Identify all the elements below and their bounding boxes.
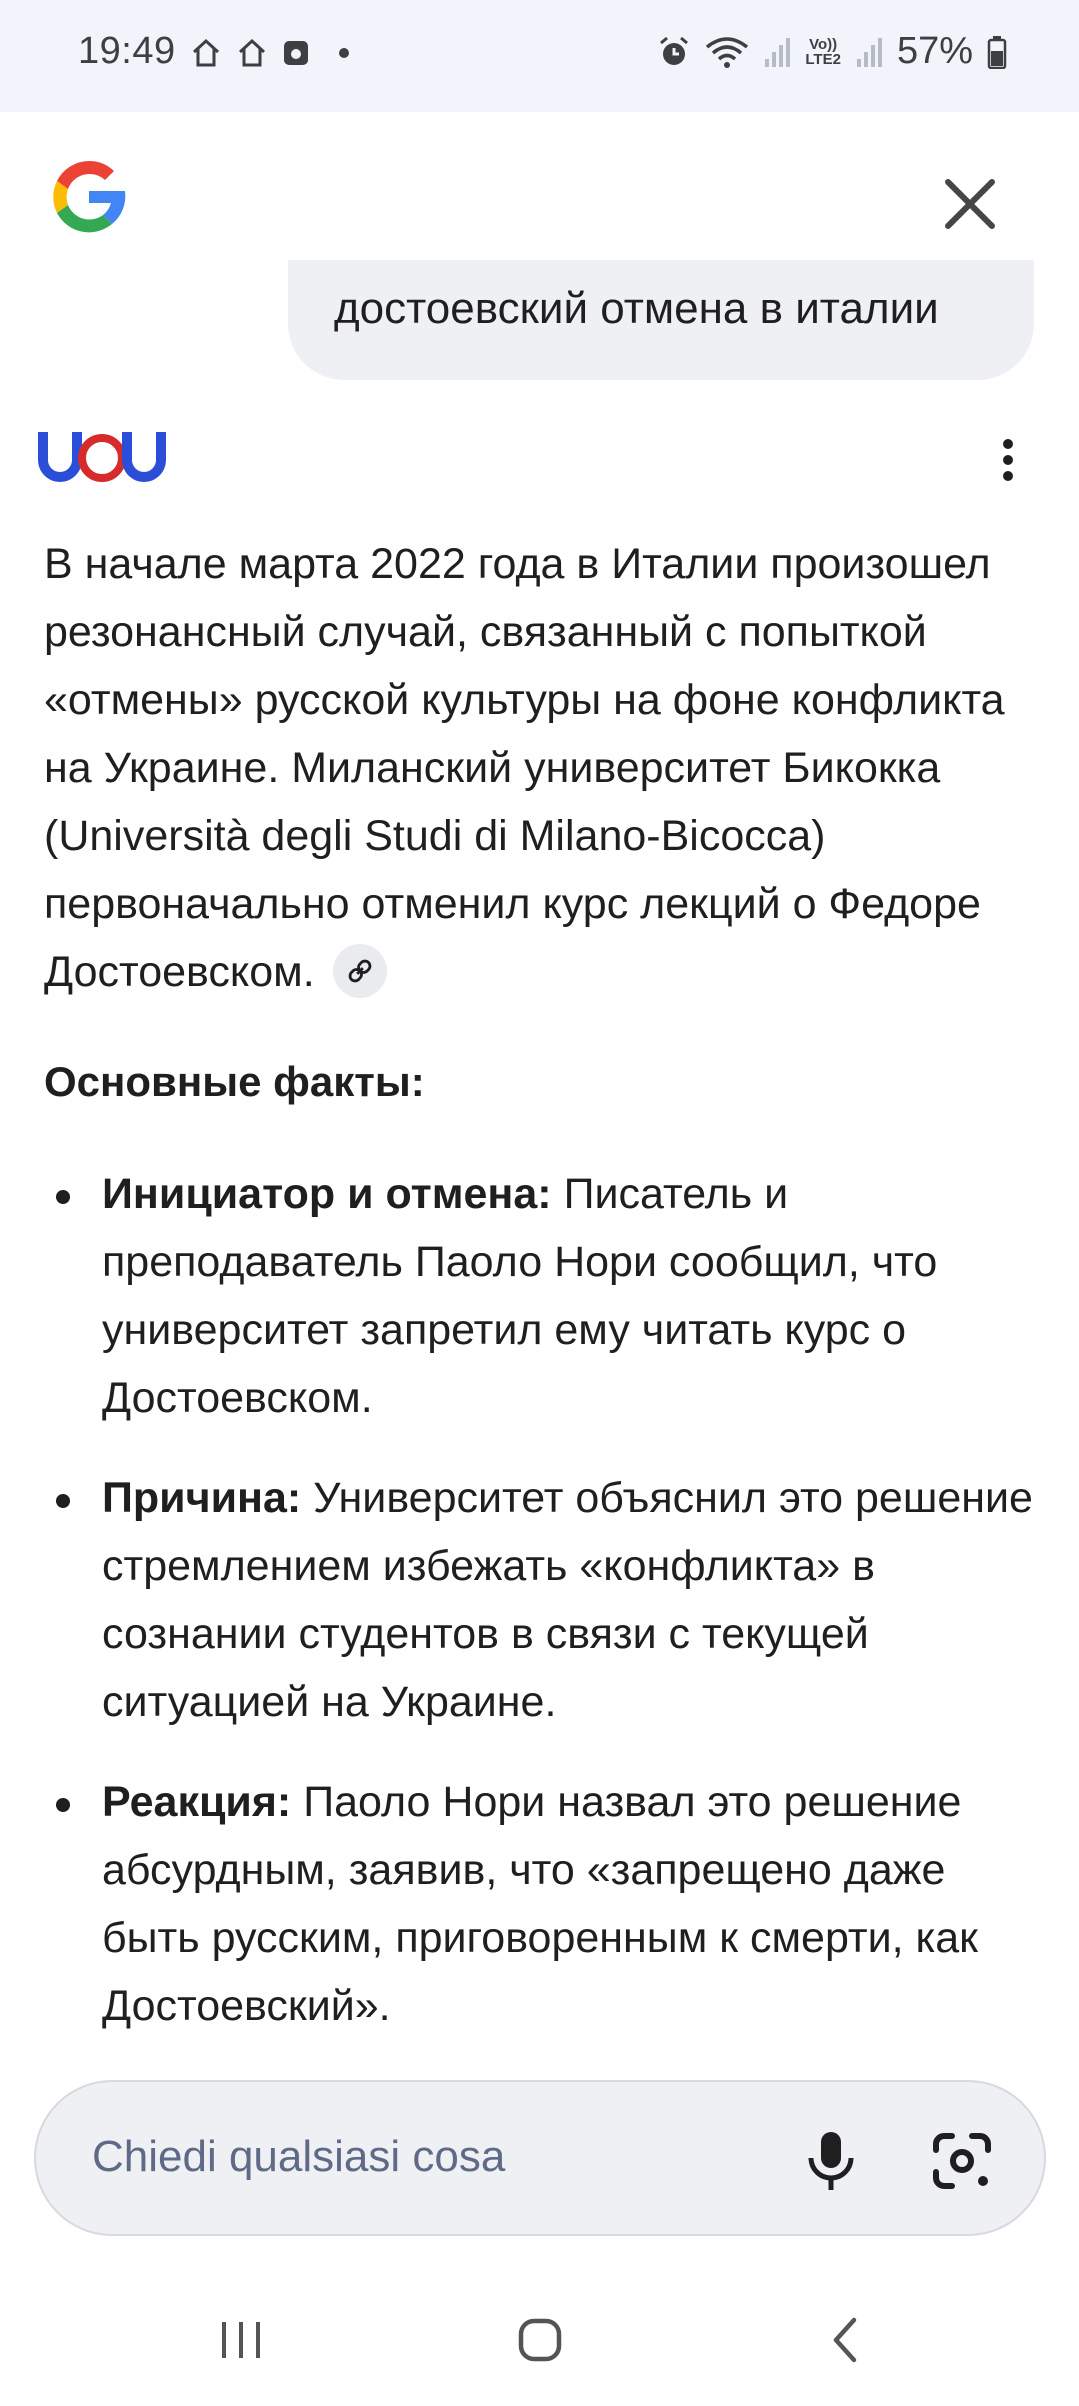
battery-percent: 57% [896,30,973,72]
answer-paragraph [44,530,1034,1006]
status-time: 19:49 [78,30,176,72]
camera-notification-icon [282,39,310,67]
google-g-logo-icon [44,152,134,242]
ask-input[interactable] [92,2132,792,2182]
answer-text: В начале марта 2022 года в Италии произошел резонансный случай, связанный с попыткой «отмены» русской культуры на фоне конфликта на Украине. Миланский университет Бикокка (Università degli Studi di Milano-Bicocca) первоначально отменил курс лекций о Федоре Достоевском. [44,540,1005,996]
ask-input-bar [34,2080,1046,2236]
more-vertical-icon[interactable] [990,436,1026,484]
signal-icon [855,35,883,69]
list-item [44,1768,1034,2040]
fact-label: Реакция: [102,1778,292,1826]
lte-label: LTE2 [805,50,841,68]
signal-icon [763,35,791,69]
wifi-icon [705,35,749,69]
volte-lte-indicator [805,37,841,67]
home-outline-icon [236,38,268,68]
fact-text: Писатель и преподаватель Паоло Нори сообщил, что университет запретил ему читать курс о Достоевском. [102,1170,938,1422]
list-item [44,1160,1034,1432]
source-link-chip[interactable] [333,944,387,998]
list-item [44,1464,1034,1736]
status-bar [0,0,1079,112]
fact-label: Причина: [102,1474,302,1522]
volte-label: Vo)) [809,35,838,53]
battery-icon [987,35,1007,69]
alarm-icon [657,35,691,69]
query-text: достоевский отмена в италии [334,284,939,333]
fact-label: Инициатор и отмена: [102,1170,552,1218]
source-logo-icon[interactable] [34,426,170,486]
query-bubble [288,260,1034,380]
bullet-icon [56,1798,70,1812]
facts-list [44,1160,1034,2072]
recent-apps-icon[interactable] [218,2318,264,2362]
close-icon[interactable] [938,172,1002,236]
bullet-icon [56,1190,70,1204]
back-icon[interactable] [828,2316,862,2364]
fact-text: Паоло Нори назвал это решение абсурдным, заявив, что «запрещено даже быть русским, приговоренным к смерти, как Достоевский». [102,1778,978,2030]
bullet-icon [56,1494,70,1508]
google-lens-icon[interactable] [926,2126,998,2196]
fact-text: Университет объяснил это решение стремлением избежать «конфликта» в сознании студентов в связи с текущей ситуацией на Украине. [102,1474,1033,1726]
home-icon[interactable] [516,2316,564,2364]
microphone-icon[interactable] [796,2126,866,2196]
link-icon [346,957,374,985]
home-outline-icon [190,38,222,68]
dot-icon [324,39,354,67]
facts-heading: Основные факты: [44,1058,425,1105]
system-nav-bar [0,2270,1079,2406]
status-system-icons [657,30,1007,73]
status-notification-icons [190,38,354,68]
